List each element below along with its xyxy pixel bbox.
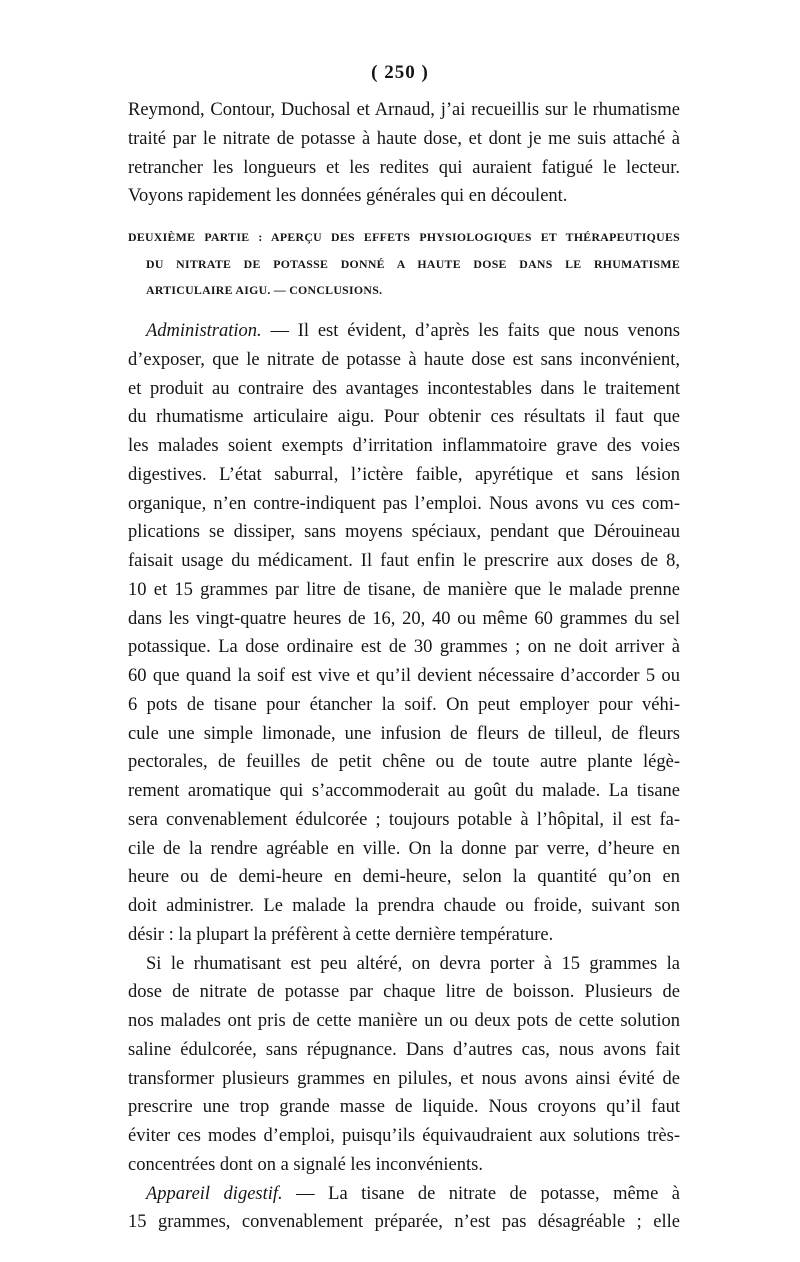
text-line: d’exposer, que le nitrate de potasse à haute dose est sans inconvénient, [128, 349, 680, 370]
text-line: Voyons rapidement les données générales qui en découlent. [128, 186, 568, 207]
text-line: transformer plusieurs grammes en pilules, et nous avons ainsi évité de [128, 1068, 680, 1089]
text-line: organique, n’en contre-indiquent pas l’emploi. Nous avons vu ces com- [128, 493, 680, 514]
text-fragment: — La tisane de nitrate de potasse, même à [282, 1183, 680, 1204]
text-line: faisait usage du médicament. Il faut enfin le prescrire aux doses de 8, [128, 551, 680, 571]
text-line: et produit au contraire des avantages incontestables dans le traitement [128, 378, 680, 399]
text-line: doit administrer. Le malade la prendra chaude ou froide, suivant son [128, 896, 680, 916]
text-line: heure ou de demi-heure en demi-heure, selon la quantité qu’on en [128, 867, 680, 888]
text-line: cile de la rendre agréable en ville. On la donne par verre, d’heure en [128, 838, 680, 859]
text-line: concentrées dont on a signalé les inconvénients. [128, 1154, 483, 1175]
text-line: Reymond, Contour, Duchosal et Arnaud, j’ai recueillis sur le rhumatisme [128, 100, 680, 120]
page-number: ( 250 ) [371, 62, 429, 83]
paragraph-first-line [128, 317, 680, 346]
intro-paragraph [128, 96, 680, 211]
text-line: éviter ces modes d’emploi, puisqu’ils équivaudraient aux solutions très- [128, 1126, 680, 1146]
text-line: 6 pots de tisane pour étancher la soif. On peut employer pour véhi- [128, 694, 680, 715]
body-text [128, 317, 680, 1237]
text-line: sera convenablement édulcorée ; toujours potable à l’hôpital, il est fa- [128, 809, 680, 830]
text-line: rement aromatique qui s’accommoderait au goût du malade. La tisane [128, 781, 680, 801]
text-line: digestives. L’état saburral, l’ictère faible, apyrétique et sans lésion [128, 464, 680, 485]
heading-line: ARTICULAIRE AIGU. — CONCLUSIONS. [146, 283, 383, 297]
text-line: 10 et 15 grammes par litre de tisane, de manière que le malade prenne [128, 579, 680, 600]
text-line: les malades soient exempts d’irritation inflammatoire grave des voies [128, 436, 680, 456]
text-line: potassique. La dose ordinaire est de 30 grammes ; on ne doit arriver à [128, 637, 680, 658]
text-line: 15 grammes, convenablement préparée, n’est pas désagréable ; elle [128, 1212, 680, 1233]
text-line: du rhumatisme articulaire aigu. Pour obtenir ces résultats il faut que [128, 407, 680, 428]
text-line: retrancher les longueurs et les redites qui auraient fatigué le lecteur. [128, 157, 680, 178]
paragraph-first-line [128, 1180, 680, 1209]
heading-line: DEUXIÈME PARTIE : APERÇU DES EFFETS PHYSIOLOGIQUES ET THÉRAPEUTIQUES [128, 230, 680, 244]
text-line: cule une simple limonade, une infusion de fleurs de tilleul, de fleurs [128, 723, 680, 744]
text-line: dose de nitrate de potasse par chaque litre de boisson. Plusieurs de [128, 982, 680, 1003]
text-line: pectorales, de feuilles de petit chêne ou de toute autre plante légè- [128, 752, 680, 773]
text-line: traité par le nitrate de potasse à haute dose, et dont je me suis attaché à [128, 128, 680, 149]
section-heading [128, 224, 680, 304]
text-line: 60 que quand la soif est vive et qu’il devient nécessaire d’accorder 5 ou [128, 666, 680, 686]
text-line: Si le rhumatisant est peu altéré, on devra porter à 15 grammes la [146, 953, 680, 974]
heading-line: DU NITRATE DE POTASSE DONNÉ A HAUTE DOSE DANS LE RHUMATISME [146, 256, 680, 271]
paragraph-lead-digestif: Appareil digestif. [146, 1183, 283, 1204]
text-line: nos malades ont pris de cette manière un ou deux pots de cette solution [128, 1011, 680, 1031]
text-line: dans les vingt-quatre heures de 16, 20, 40 ou même 60 grammes du sel [128, 608, 680, 629]
paragraph-lead-administration: Administration. [146, 321, 262, 341]
text-line: plications se dissiper, sans moyens spéciaux, pendant que Dérouineau [128, 522, 680, 543]
text-line: désir : la plupart la préfèrent à cette dernière température. [128, 924, 554, 945]
text-fragment: — Il est évident, d’après les faits que nous venons [261, 321, 680, 341]
text-line: prescrire une trop grande masse de liquide. Nous croyons qu’il faut [128, 1097, 680, 1118]
text-line: saline édulcorée, sans répugnance. Dans d’autres cas, nous avons fait [128, 1039, 680, 1060]
